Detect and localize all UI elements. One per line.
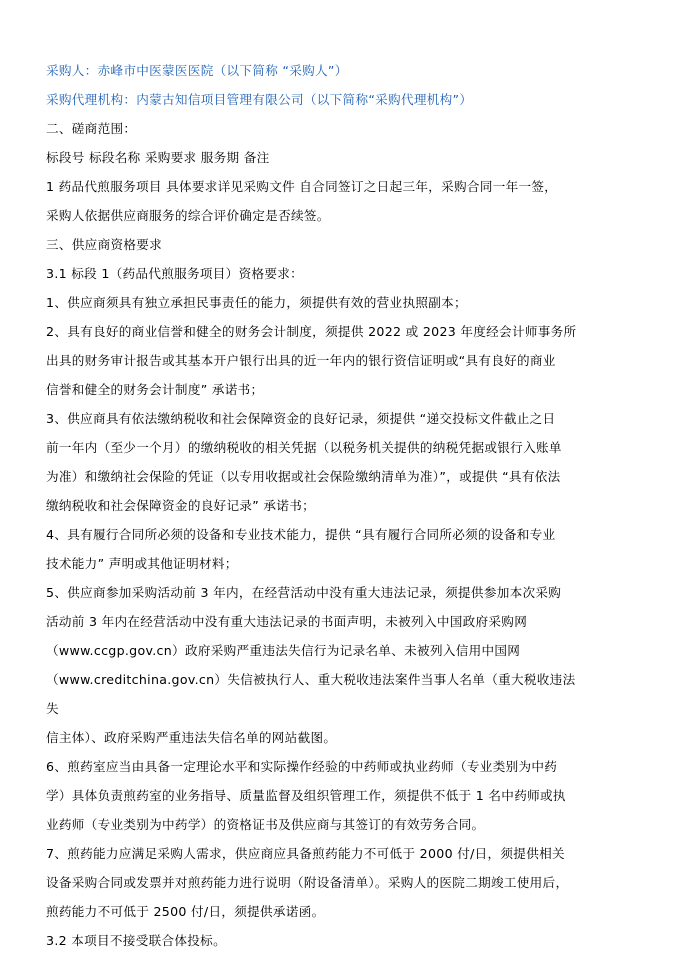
requirement-3-1-heading: 3.1 标段 1（药品代煎服务项目）资格要求： [46,266,304,281]
requirement-item-2-cont: 信誉和健全的财务会计制度” 承诺书； [46,382,264,397]
document-body [46,56,586,955]
requirement-3-2: 3.2 本项目不接受联合体投标。 [46,933,226,948]
agency-line: 采购代理机构：内蒙古知信项目管理有限公司（以下简称“采购代理机构”） [46,92,473,107]
requirement-item-5: 5、供应商参加采购活动前 3 年内，在经营活动中没有重大违法记录，须提供参加本次采购 [46,585,562,600]
lot-table-header: 标段号 标段名称 采购要求 服务期 备注 [46,150,270,165]
requirement-item-5-cont: （www.creditchina.gov.cn）失信被执行人、重大税收违法案件当事人名单（重大税收违法失 [46,672,576,716]
section-2-heading: 二、磋商范围： [46,121,137,136]
requirement-item-2: 2、具有良好的商业信誉和健全的财务会计制度，须提供 2022 或 2023 年度经会计师事务所 [46,324,577,339]
lot-1-row-continued: 采购人依据供应商服务的综合评价确定是否续签。 [46,208,330,223]
requirement-item-3-cont: 缴纳税收和社会保障资金的良好记录” 承诺书； [46,498,316,513]
requirement-item-6-cont: 学）具体负责煎药室的业务指导、质量监督及组织管理工作，须提供不低于 1 名中药师或执 [46,788,566,803]
requirement-item-7-cont: 设备采购合同或发票并对煎药能力进行说明（附设备清单）。采购人的医院二期竣工使用后， [46,875,569,890]
requirement-item-1: 1、供应商须具有独立承担民事责任的能力，须提供有效的营业执照副本； [46,295,467,310]
requirement-item-5-cont: 信主体）、政府采购严重违法失信名单的网站截图。 [46,730,337,745]
requirement-item-6-cont: 业药师（专业类别为中药学）的资格证书及供应商与其签订的有效劳务合同。 [46,817,485,832]
requirement-item-7: 7、煎药能力应满足采购人需求，供应商应具备煎药能力不可低于 2000 付/日，须提供相关 [46,846,565,861]
requirement-item-5-cont: 活动前 3 年内在经营活动中没有重大违法记录的书面声明，未被列入中国政府采购网 [46,614,528,629]
lot-1-row: 1 药品代煎服务项目 具体要求详见采购文件 自合同签订之日起三年，采购合同一年一签， [46,179,558,194]
requirement-item-3-cont: 为准）和缴纳社会保险的凭证（以专用收据或社会保险缴纳清单为准）”，或提供 “具有依法 [46,469,561,484]
section-3-heading: 三、供应商资格要求 [46,237,163,252]
requirement-item-2-cont: 出具的财务审计报告或其基本开户银行出具的近一年内的银行资信证明或“具有良好的商业 [46,353,556,368]
requirement-item-3: 3、供应商具有依法缴纳税收和社会保障资金的良好记录，须提供 “递交投标文件截止之日 [46,411,556,426]
requirement-item-5-cont: （www.ccgp.gov.cn）政府采购严重违法失信行为记录名单、未被列入信用中国网 [46,643,521,658]
requirement-item-6: 6、煎药室应当由具备一定理论水平和实际操作经验的中药师或执业药师（专业类别为中药 [46,759,558,774]
requirement-item-4-cont: 技术能力” 声明或其他证明材料； [46,556,238,571]
requirement-item-3-cont: 前一年内（至少一个月）的缴纳税收的相关凭据（以税务机关提供的纳税凭据或银行入账单 [46,440,562,455]
requirement-item-7-cont: 煎药能力不可低于 2500 付/日，须提供承诺函。 [46,904,325,919]
purchaser-line: 采购人：赤峰市中医蒙医医院（以下简称 “采购人”） [46,63,348,78]
requirement-item-4: 4、具有履行合同所必须的设备和专业技术能力，提供 “具有履行合同所必须的设备和专业 [46,527,556,542]
